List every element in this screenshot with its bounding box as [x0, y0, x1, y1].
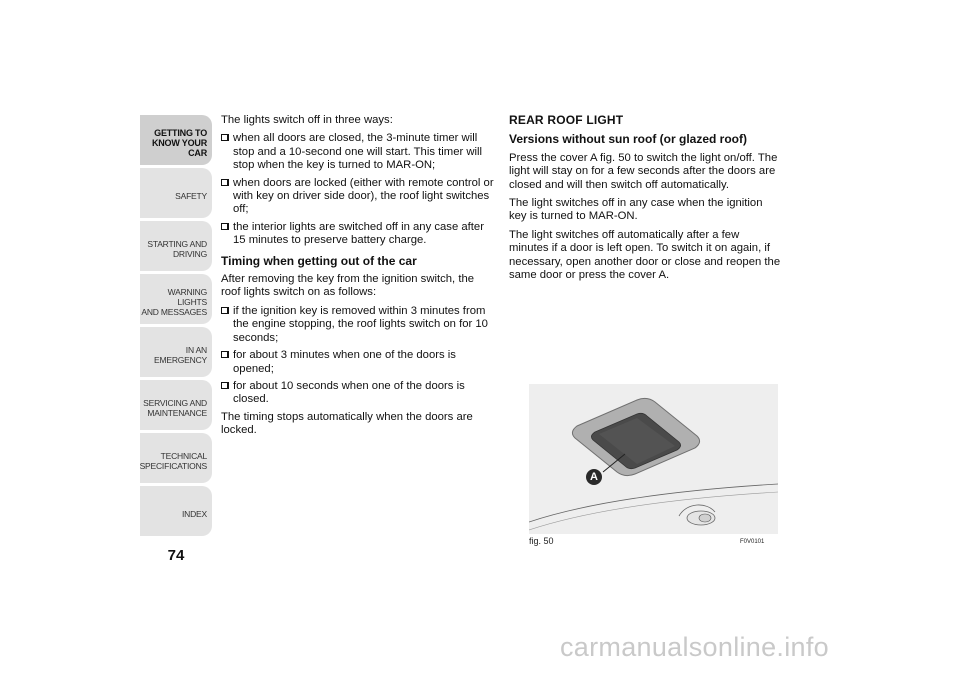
paragraph: The light switches off in any case when the ignition key is turned to MAR-ON. — [509, 197, 763, 223]
list-item — [221, 177, 496, 217]
section-heading: Timing when getting out of the car — [221, 253, 417, 268]
closing-paragraph: The timing stops automatically when the doors are locked. — [221, 410, 473, 437]
list-item — [221, 221, 496, 248]
section-tabs — [140, 115, 212, 539]
watermark: carmanualsonline.info — [560, 632, 829, 662]
checkbox-bullet-icon — [221, 179, 228, 186]
tab-label: WARNING LIGHTS AND MESSAGES — [141, 287, 207, 317]
list-item — [221, 380, 496, 407]
bullet-text: the interior lights are switched off in any case after 15 minutes to preserve battery charge. — [233, 220, 484, 247]
tab-label: SERVICING AND MAINTENANCE — [143, 398, 207, 418]
paragraph: Press the cover A fig. 50 to switch the light on/off. The light will stay on for a few seconds after the doors are closed and will then switch off automatically. — [509, 151, 778, 191]
tab-label: SAFETY — [175, 191, 207, 201]
figure-code: F0V0101 — [740, 539, 765, 545]
checkbox-bullet-icon — [221, 351, 228, 358]
tab-label: IN AN EMERGENCY — [154, 345, 207, 365]
tab-label: STARTING AND DRIVING — [147, 239, 207, 259]
tab-technical-specifications[interactable] — [140, 433, 212, 483]
bullet-text: when doors are locked (either with remote control or with key on driver side door), the roof light switches off; — [233, 176, 494, 216]
tab-index[interactable] — [140, 486, 212, 536]
tab-warning-lights[interactable] — [140, 274, 212, 324]
figure-label-a — [586, 469, 602, 485]
list-item — [221, 132, 496, 172]
checkbox-bullet-icon — [221, 134, 228, 141]
tab-label: TECHNICAL SPECIFICATIONS — [139, 451, 207, 471]
tab-in-an-emergency[interactable] — [140, 327, 212, 377]
list-item — [221, 305, 496, 345]
paragraph: The light switches off automatically after a few minutes if a door is left open. To switch it on again, if necessary, open another door or close and reopen the same door or press the cover A. — [509, 228, 781, 282]
tab-getting-to-know-your-car[interactable] — [140, 115, 212, 165]
label-a-text: A — [590, 471, 598, 483]
figure-caption: fig. 50 — [529, 536, 554, 546]
bullet-text: if the ignition key is removed within 3 minutes from the engine stopping, the roof lights switch on for 10 seconds; — [233, 304, 488, 344]
tab-servicing[interactable] — [140, 380, 212, 430]
left-column — [221, 114, 496, 443]
roof-light-illustration — [529, 384, 778, 534]
paragraph: After removing the key from the ignition switch, the roof lights switch on as follows: — [221, 273, 475, 299]
right-column — [509, 114, 781, 287]
checkbox-bullet-icon — [221, 382, 228, 389]
section-subtitle: Versions without sun roof (or glazed roof) — [509, 132, 748, 147]
bullet-text: when all doors are closed, the 3-minute timer will stop and a 10-second one will start. This timer will stop when the key is turned to MAR-ON; — [233, 132, 483, 172]
section-title: REAR ROOF LIGHT — [509, 113, 624, 127]
tab-label: INDEX — [182, 509, 207, 519]
roof-light-figure — [529, 384, 778, 534]
checkbox-bullet-icon — [221, 307, 228, 314]
tab-label: GETTING TO KNOW YOUR CAR — [151, 128, 207, 158]
checkbox-bullet-icon — [221, 223, 228, 230]
tab-starting-and-driving[interactable] — [140, 221, 212, 271]
bullet-text: for about 3 minutes when one of the doors is opened; — [233, 349, 456, 375]
list-item — [221, 349, 496, 376]
tab-safety[interactable] — [140, 168, 212, 218]
page-number: 74 — [167, 547, 185, 564]
intro-text: The lights switch off in three ways: — [221, 114, 393, 126]
bullet-text: for about 10 seconds when one of the doors is closed. — [233, 379, 465, 406]
